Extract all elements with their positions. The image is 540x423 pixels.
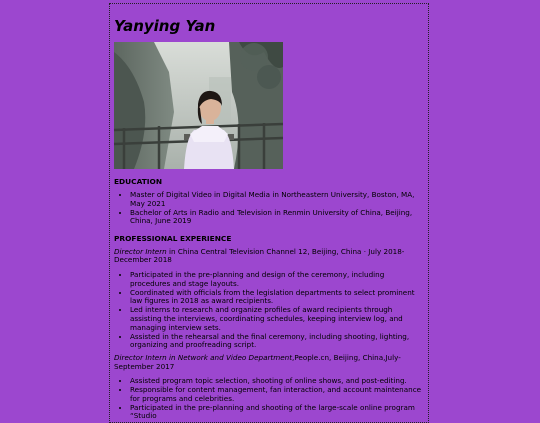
resume-page <box>109 3 429 423</box>
job-role: Director Intern in Network and Video Department <box>114 352 293 362</box>
list-item: • Participated in the pre-planning and shooting of the large-scale online program “Studio <box>130 404 424 421</box>
list-item: • Coordinated with officials from the legislation departments to select prominent law figures in 2018 as award recipients. <box>130 289 424 306</box>
list-item: • Bachelor of Arts in Radio and Television in Renmin University of China, Beijing, China, June 2019 <box>130 209 424 226</box>
job-details: ,People.cn, Beijing, China,July-September 2017 <box>114 352 401 371</box>
list-item: • Responsible for content management, fan interaction, and account maintenance for programs and celebrities. <box>130 386 424 403</box>
list-item: • Led interns to research and organize profiles of award recipients through assisting the interviews, coordinating schedules, keeping interview log, and managing interview sets. <box>130 306 424 332</box>
page-title: Yanying Yan <box>114 17 216 35</box>
job-duties-list <box>114 271 424 350</box>
list-item: • Assisted program topic selection, shooting of online shows, and post-editing. <box>130 377 424 386</box>
education-heading: EDUCATION <box>114 177 163 186</box>
list-item: • Participated in the pre-planning and design of the ceremony, including procedures and stage layouts. <box>130 271 424 288</box>
list-item: • Master of Digital Video in Digital Media in Northeastern University, Boston, MA, May 2021 <box>130 191 424 208</box>
job-title-line <box>114 354 424 371</box>
job-role: Director Intern <box>114 246 167 256</box>
job-details: in China Central Television Channel 12, Beijing, China · July 2018-December 2018 <box>114 246 405 265</box>
experience-heading: PROFESSIONAL EXPERIENCE <box>114 233 232 243</box>
job-duties-list <box>114 377 424 421</box>
education-list <box>114 191 424 226</box>
job-title-line <box>114 248 424 265</box>
list-item: • Assisted in the rehearsal and the final ceremony, including shooting, lighting, organizing and proofreading script. <box>130 333 424 350</box>
profile-photo <box>114 42 283 169</box>
